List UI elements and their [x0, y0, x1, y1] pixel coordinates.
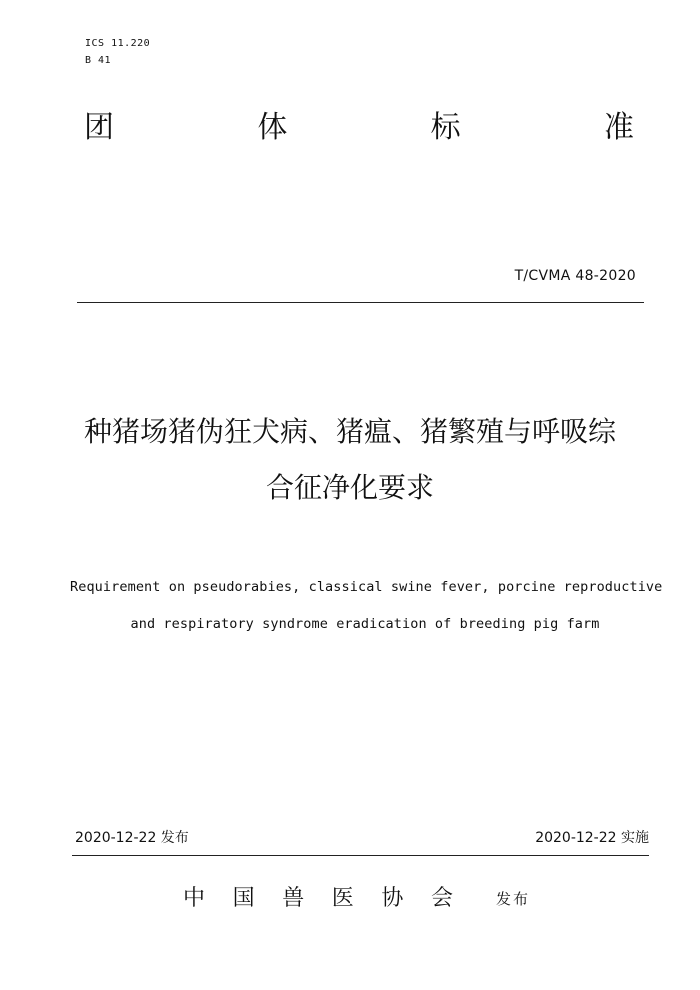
- publisher-char: 会: [430, 886, 453, 911]
- ccs-code: B 41: [85, 55, 112, 66]
- english-title: [70, 569, 663, 643]
- chinese-title-line: 种猪场猪伪狂犬病、猪瘟、猪繁殖与呼吸综: [83, 415, 616, 448]
- publisher-char: 兽: [282, 886, 305, 911]
- publisher-name: [183, 884, 453, 914]
- standard-type-heading: [84, 108, 634, 148]
- english-title-line: Requirement on pseudorabies, classical swine fever, porcine reproductive: [70, 579, 663, 595]
- implementation-date: 2020-12-22 实施: [535, 830, 649, 846]
- issue-date: 2020-12-22 发布: [75, 830, 189, 846]
- publisher-char: 医: [331, 886, 354, 911]
- header-divider: [77, 302, 644, 303]
- standard-type-char: 标: [430, 110, 461, 145]
- publish-label: 发布: [496, 890, 531, 908]
- footer-divider: [72, 855, 649, 856]
- publisher-char: 国: [232, 886, 255, 911]
- standard-type-char: 体: [257, 110, 288, 145]
- standard-type-char: 准: [603, 110, 634, 145]
- chinese-title-line: 合征净化要求: [265, 471, 434, 504]
- standard-number: T/CVMA 48-2020: [514, 268, 636, 284]
- chinese-title: [60, 404, 640, 516]
- publisher-char: 中: [183, 886, 206, 911]
- english-title-line: and respiratory syndrome eradication of breeding pig farm: [130, 616, 600, 632]
- ics-code: ICS 11.220: [85, 38, 151, 49]
- standard-type-char: 团: [84, 110, 114, 145]
- publisher-char: 协: [381, 886, 404, 911]
